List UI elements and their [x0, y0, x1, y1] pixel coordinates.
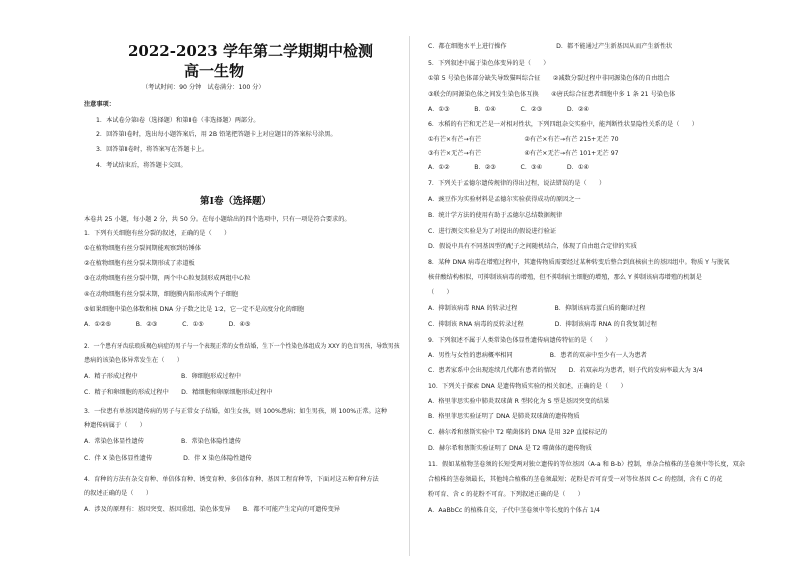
question-line: A．①②⑤ B．②③ C．①⑤ D．④⑤	[84, 321, 251, 328]
question-line: 6．水稻的有芒和无芒是一对相对性状，下列四组杂交实验中，能判断性状显隐性关系的是（ ）	[428, 121, 698, 128]
exam-info: （考试时间：90 分钟 试卷满分：100 分）	[142, 84, 265, 91]
question-line: C．进行测交实验是为了对提出的假说进行验证	[428, 228, 557, 235]
question-line: C．抑制该 RNA 病毒的反转录过程 D．抑制该病毒 RNA 的自我复制过程	[428, 321, 657, 328]
question-line: 5．下列叙述中属于染色体变异的是（ ）	[428, 60, 550, 67]
column-divider	[409, 36, 410, 556]
question-line: 11．假如某植物茎卷须的长短受两对独立遗传的等位基因（A-a 和 B-b）控制，单杂合植株的茎卷须中等长度，双杂	[428, 461, 745, 468]
question-line: D．假说中具有不同基因型的配子之间随机结合，体现了自由组合定律的实质	[428, 243, 637, 250]
question-line: 10．下列关于探索 DNA 是遗传物质实验的相关叙述，正确的是（ ）	[428, 383, 627, 390]
question-line: 合植株的茎卷须最长，其他纯合植株的茎卷须最短；花粉是否可育受一对等位基因 C-c 的控制，含有 C 的花	[428, 476, 723, 483]
question-line: A．①③ B．①④ C．②③ D．②④	[428, 106, 589, 113]
question-line: B．统计学方法的使用有助于孟德尔总结数据规律	[428, 212, 563, 219]
question-line: 3．一位患有单基因遗传病的男子与正常女子结婚，如生女孩，则 100%患病；如生男孩，则 100%正常。这种	[84, 408, 388, 415]
question-line: B．格里菲思实验证明了 DNA 是肺炎双球菌的遗传物质	[428, 413, 580, 420]
question-line: A．AaBbCc 的植株自交，子代中茎卷须中等长度的个体占 1/4	[428, 507, 600, 514]
question-line: ①有芒×有芒→有芒 ②有芒×有芒→有芒 215+无芒 70	[428, 136, 619, 143]
question-line: D．赫尔希和蔡斯实验证明了 DNA 是 T2 噬菌体的遗传物质	[428, 445, 592, 452]
question-line: ④在动物细胞有丝分裂末期，细胞膜内陷形成两个子细胞	[84, 291, 239, 298]
question-line: ③联会的同源染色体之间发生染色体互换 ④唐氏综合征患者细胞中多 1 条 21 号染色体	[428, 91, 676, 98]
question-line: C．都在细胞水平上进行操作 D．都不能通过产生新基因从而产生新性状	[428, 43, 673, 50]
question-line: 2．一个患有牙齿珐琅质褐色病症的男子与一个表现正常的女性结婚，生下一个性染色体组成为 XXY 的色盲男孩，导致男孩	[84, 343, 400, 350]
question-line: 8．某种 DNA 病毒在增殖过程中，其遗传物质需要经过某种转变后整合到真核宿主的基因组中。物质 Y 与脱氧	[428, 259, 730, 266]
question-line: ①在植物细胞有丝分裂间期能观察到纺锤体	[84, 245, 201, 252]
question-line: C．患者家系中会出现连续几代都有患者的情况 D．若双亲均为患者，则子代的发病率最大为 3/4	[428, 367, 703, 374]
section-title: 第Ⅰ卷（选择题）	[200, 196, 271, 207]
question-line: A．①② B．②③ C．③④ D．①④	[428, 164, 589, 171]
question-line: ⑤如果细胞中染色体数和核 DNA 分子数之比是 1∶2，它一定不是高度分化的细胞	[84, 306, 305, 313]
question-line: C．精子和卵细胞的形成过程中 D．精细胞和卵原细胞形成过程中	[84, 389, 273, 396]
question-line: ①第 5 号染色体部分缺失导致猫叫综合征 ②减数分裂过程中非同源染色体的自由组合	[428, 75, 670, 82]
question-line: ③有芒×无芒→有芒 ④有芒×无芒→有芒 101+无芒 97	[428, 150, 619, 157]
question-line: A．抑制该病毒 RNA 的转录过程 B．抑制该病毒蛋白质的翻译过程	[428, 305, 646, 312]
question-line: A．格里菲思实验中肺炎双球菌 R 型转化为 S 型是基因突变的结果	[428, 398, 610, 405]
question-line: C．伴 X 染色体显性遗传 D．伴 X 染色体隐性遗传	[84, 455, 252, 462]
notice-item: 1．本试卷分第Ⅰ卷（选择题）和第Ⅱ卷（非选择题）两部分。	[96, 117, 260, 124]
notice-item: 2．回答第Ⅰ卷时，选出每小题答案后，用 2B 铅笔把答题卡上对应题目的答案标号涂黑。	[96, 131, 337, 138]
question-line: 的叙述正确的是（ ）	[84, 490, 153, 497]
section-intro: 本卷共 25 小题，每小题 2 分，共 50 分。在每小题给出的四个选项中，只有一项是符合要求的。	[84, 216, 351, 223]
question-line: 种遗传病属于（ ）	[84, 422, 146, 429]
question-line: 粉可育、含 c 的花粉不可育。下列叙述正确的是（ ）	[428, 491, 584, 498]
question-line: ②在植物细胞有丝分裂末期形成了赤道板	[84, 260, 195, 267]
question-line: A．精子形成过程中 B．卵细胞形成过程中	[84, 373, 241, 380]
notice-heading: 注意事项：	[84, 101, 115, 108]
notice-item: 4．考试结束后，将答题卡交回。	[96, 162, 187, 169]
exam-title: 2022-2023 学年第二学期期中检测	[128, 42, 373, 60]
question-line: 9．下列叙述不属于人类常染色体显性遗传病遗传特征的是（ ）	[428, 337, 612, 344]
question-line: 核苷酸结构相似，可抑制该病毒的增殖，但不抑制宿主细胞的增殖，那么 Y 抑制该病毒增殖的机制是	[428, 274, 702, 281]
notice-item: 3．回答第Ⅱ卷时，将答案写在答题卡上。	[96, 146, 209, 153]
question-line: 1．下列有关细胞有丝分裂的叙述，正确的是（ ）	[84, 230, 231, 237]
question-line: 7．下列关于孟德尔遗传规律的得出过程，说法错误的是（ ）	[428, 180, 606, 187]
question-line: C．赫尔希和蔡斯实验中 T2 噬菌体的 DNA 是用 32P 直接标记的	[428, 429, 608, 436]
question-line: 患病的该染色体异常发生在（ ）	[84, 357, 183, 364]
question-line: ③在动物细胞有丝分裂中期，两个中心粒复制形成两组中心粒	[84, 275, 251, 282]
question-line: A．常染色体显性遗传 B．常染色体隐性遗传	[84, 438, 241, 445]
subject-title: 高一生物	[184, 62, 245, 80]
question-line: （ ）	[428, 289, 453, 296]
question-line: A．涉及的原理有：基因突变、基因重组、染色体变异 B．都不可能产生定向的可遗传变异	[84, 506, 340, 513]
question-line: A．男性与女性的患病概率相同 B．患者的双亲中至少有一人为患者	[428, 352, 647, 359]
question-line: 4．育种的方法有杂交育种、单倍体育种、诱变育种、多倍体育种、基因工程育种等，下面对这五种育种方法	[84, 476, 379, 483]
question-line: A．豌豆作为实验材料是孟德尔实验获得成功的原因之一	[428, 196, 581, 203]
